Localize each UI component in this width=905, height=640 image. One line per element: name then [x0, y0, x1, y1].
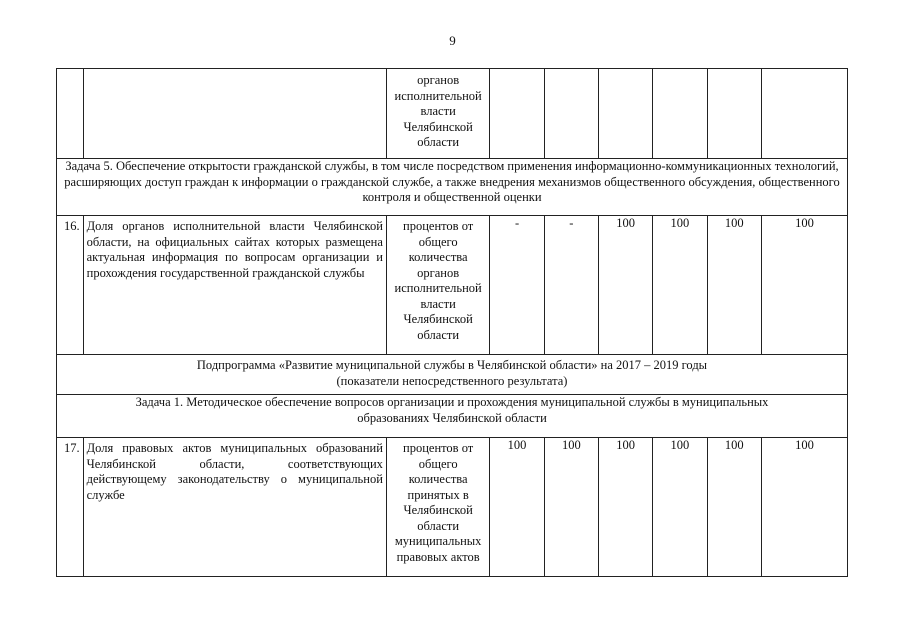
value-cell [707, 69, 761, 159]
indicator-name-cell [83, 69, 386, 159]
subprogram-subtitle: (показатели непосредственного результата) [336, 373, 568, 388]
value-cell [598, 69, 652, 159]
value-cell: 100 [761, 438, 847, 577]
row-number: 16. [57, 216, 84, 355]
value-cell: 100 [544, 438, 598, 577]
value-cell: 100 [653, 438, 707, 577]
task-5-row [57, 159, 848, 216]
value-cell: - [490, 216, 544, 355]
value-cell: 100 [707, 216, 761, 355]
value-cell [761, 69, 847, 159]
value-cell: 100 [707, 438, 761, 577]
unit-cell: органов исполнительной власти Челябинской области [386, 69, 489, 159]
indicators-table [56, 68, 848, 577]
task-1-heading: Задача 1. Методическое обеспечение вопросов организации и прохождения муниципальной службы в муниципальных образованиях Челябинской области [57, 395, 848, 438]
value-cell: - [544, 216, 598, 355]
carry-over-row [57, 69, 848, 159]
row-number-cell [57, 69, 84, 159]
row-number: 17. [57, 438, 84, 577]
value-cell [490, 69, 544, 159]
value-cell: 100 [761, 216, 847, 355]
task-5-heading: Задача 5. Обеспечение открытости гражданской службы, в том числе посредством применения информационно-коммуникационных технологий, расширяющих доступ граждан к информации о гражданской службе, а также внедрения механизмов общественного обсуждения, общественного контроля и общественной оценки [57, 159, 848, 216]
subprogram-row [57, 355, 848, 395]
unit-of-measure: процентов от общего количества принятых в Челябинской области муниципальных правовых актов [386, 438, 489, 577]
unit-of-measure: процентов от общего количества органов исполнительной власти Челябинской области [386, 216, 489, 355]
subprogram-title: Подпрограмма «Развитие муниципальной службы в Челябинской области» на 2017 – 2019 годы [196, 358, 708, 372]
value-cell [544, 69, 598, 159]
value-cell: 100 [653, 216, 707, 355]
value-cell [653, 69, 707, 159]
indicator-name: Доля правовых актов муниципальных образований Челябинской области, соответствующих действующему законодательству о муниципальной службе [83, 438, 386, 577]
indicator-row-17 [57, 438, 848, 577]
indicator-row-16 [57, 216, 848, 355]
value-cell: 100 [490, 438, 544, 577]
page-number: 9 [449, 33, 456, 48]
subprogram-heading [57, 355, 848, 395]
value-cell: 100 [598, 216, 652, 355]
value-cell: 100 [598, 438, 652, 577]
indicator-name: Доля органов исполнительной власти Челябинской области, на официальных сайтах которых размещена актуальная информация по вопросам организации и прохождения государственной гражданской службы [83, 216, 386, 355]
task-1-row [57, 395, 848, 438]
